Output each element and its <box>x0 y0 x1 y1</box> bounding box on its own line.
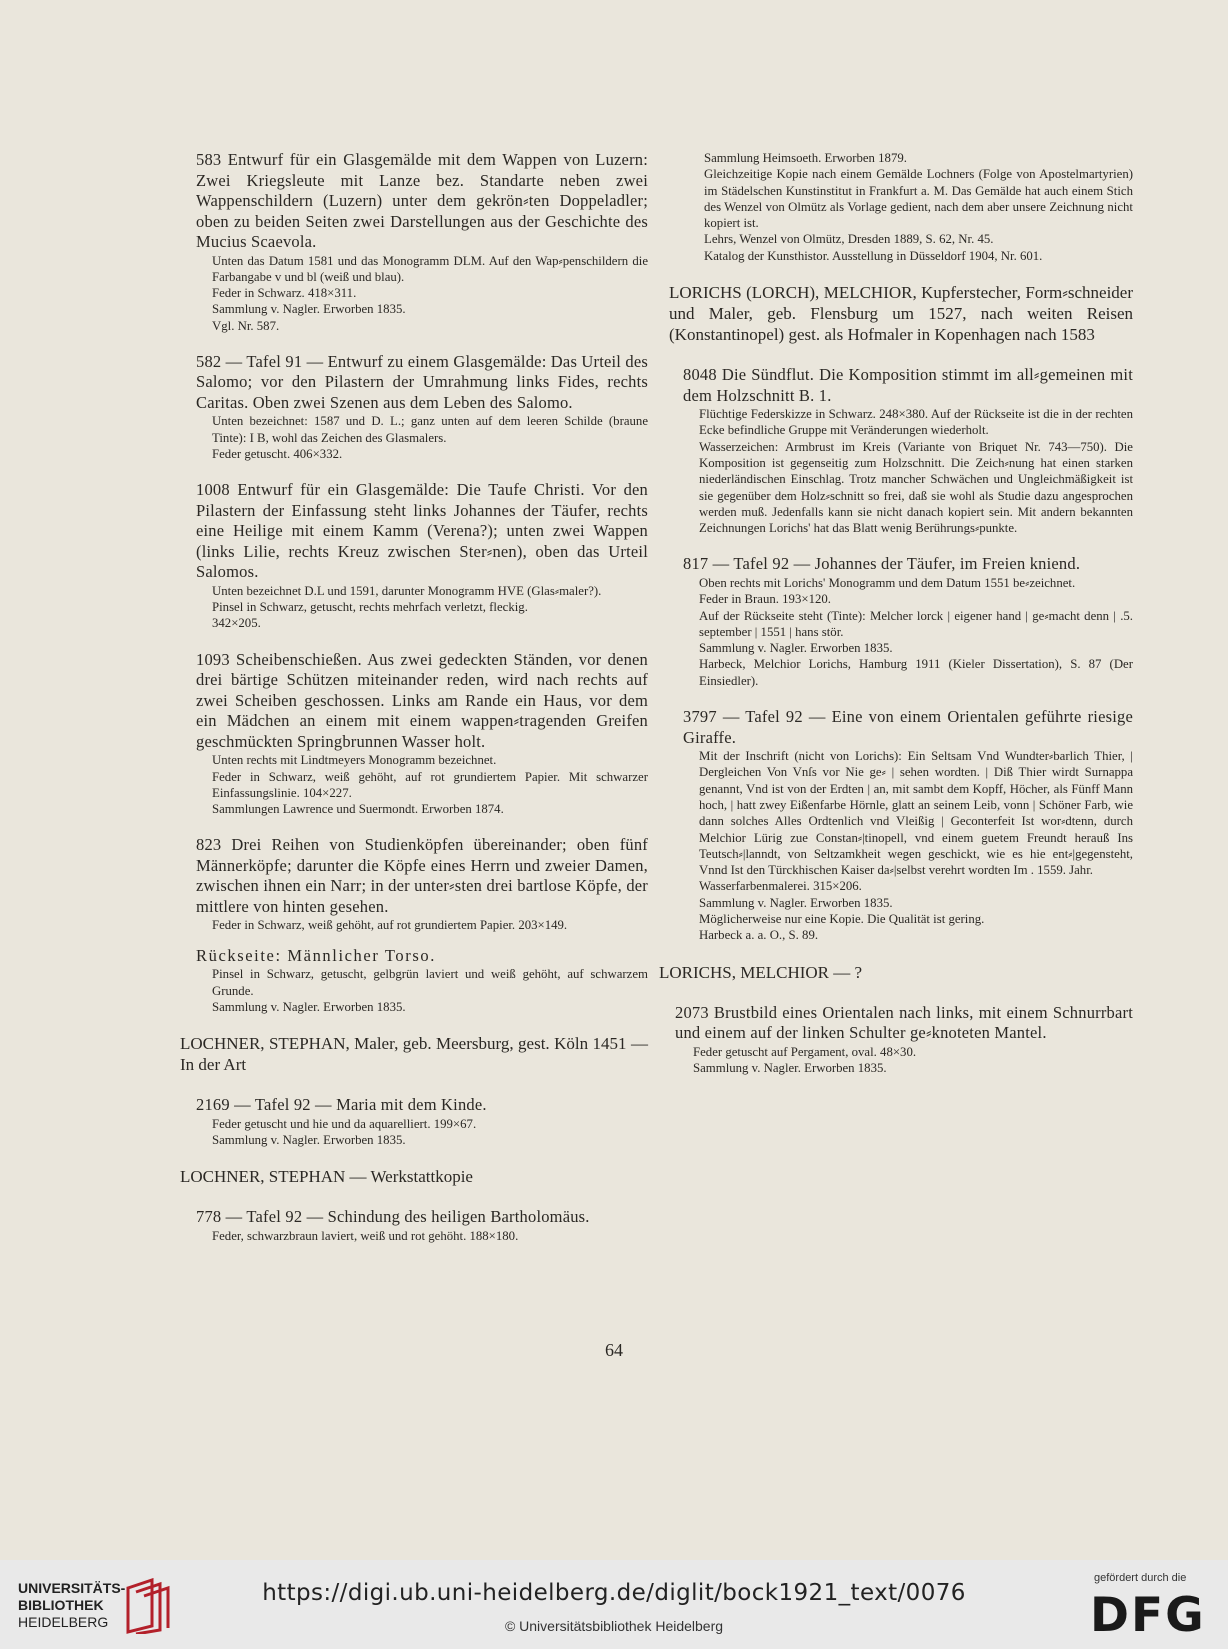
note-line: Feder in Schwarz. 418×311. <box>212 286 357 301</box>
note-line: Pinsel in Schwarz, getuscht, rechts mehrfach verletzt, fleckig. <box>212 600 528 615</box>
entry-heading: 1093 Scheibenschießen. Aus zwei gedeckten Ständen, vor denen drei bärtige Schützen miteinander reden, wird nach rechts auf zwei Scheiben geschossen. Links am Rande ein Haus, vor dem ein Mädchen an einem mit einem wappen⸗tragenden Greifen geschmückten Springbrunnen Wasser holt. <box>196 649 648 751</box>
entry-notes <box>196 1228 648 1244</box>
note-line: Wasserfarbenmalerei. 315×206. <box>699 879 862 894</box>
catalog-entry-2073 <box>669 1003 1133 1077</box>
artist-heading: LOCHNER, STEPHAN, Maler, geb. Meersburg, gest. Köln 1451 — In der Art <box>180 1034 648 1075</box>
note-line: Unten rechts mit Lindtmeyers Monogramm bezeichnet. <box>212 753 497 768</box>
note-line: Auf der Rückseite steht (Tinte): Melcher lorck | eigener hand | ge⸗macht denn | .5. september | 1551 | hans stör. <box>699 608 1133 639</box>
note-line: Harbeck, Melchior Lorichs, Hamburg 1911 (Kieler Dissertation), S. 87 (Der Einsiedler). <box>699 657 1133 688</box>
entry-heading: 817 — Tafel 92 — Johannes der Täufer, im Freien kniend. <box>683 554 1081 574</box>
note-line: Feder in Schwarz, weiß gehöht, auf rot grundiertem Papier. Mit schwarzer Einfassungslinie. 104×227. <box>212 769 648 800</box>
entry-notes <box>669 1044 1133 1077</box>
note-line: Feder getuscht auf Pergament, oval. 48×30. <box>693 1044 917 1059</box>
catalog-entry-817 <box>669 554 1133 689</box>
artist-heading: LOCHNER, STEPHAN — Werkstattkopie <box>180 1167 473 1187</box>
entry-notes <box>196 253 648 334</box>
note-line: Feder getuscht und hie und da aquarelliert. 199×67. <box>212 1116 477 1131</box>
note-line: Unten das Datum 1581 und das Monogramm DLM. Auf den Wap⸗penschildern die Farbangabe v und bl (weiß und blau). <box>212 253 648 284</box>
footer-bar <box>0 1560 1228 1649</box>
note-line: Sammlung Heimsoeth. Erworben 1879. <box>704 151 907 165</box>
note-line: Feder in Schwarz, weiß gehöht, auf rot grundiertem Papier. 203×149. <box>212 918 568 933</box>
dfg-logo[interactable]: DFG <box>1090 1588 1206 1643</box>
right-column <box>659 150 1133 1094</box>
page-number: 64 <box>605 1340 623 1360</box>
catalog-entry-continued <box>669 150 1133 264</box>
catalog-entry-778 <box>196 1207 648 1244</box>
note-line: Sammlung v. Nagler. Erworben 1835. <box>699 641 893 656</box>
note-line: Wasserzeichen: Armbrust im Kreis (Variante von Briquet Nr. 743—750). Die Komposition ist gegenseitig zum Holzschnitt. Die Zeich⸗nung hat einen starken niederländischen Einschlag. Trotz mancher Schwächen und Ungleichmäßigkeit ist sie gegenüber dem Holz⸗schnitt so frei, daß sie wohl als Studie dazu angesprochen werden muß. Jedenfalls kann sie nicht danach kopiert sein. Mit andern bekannten Zeichnungen Lorichs' hat das Blatt wenig Berührungs⸗punkte. <box>699 439 1133 536</box>
copyright-text: © Universitätsbibliothek Heidelberg <box>504 1618 724 1634</box>
catalog-entry-8048 <box>669 365 1133 536</box>
entry-notes <box>196 752 648 817</box>
catalog-entry-2169 <box>196 1095 648 1148</box>
note-line: Gleichzeitige Kopie nach einem Gemälde Lochners (Folge von Apostelmartyrien) im Städelschen Kunstinstitut in Frankfurt a. M. Das Gemälde hat auch einem Stich des Wenzel von Olmütz als Vorlage gedient, nach dem aber unsere Zeichnung nicht kopiert ist. <box>704 167 1133 231</box>
artist-heading: LORICHS, MELCHIOR — ? <box>659 962 863 982</box>
entry-notes <box>196 1116 648 1149</box>
entry-heading: 1008 Entwurf für ein Glasgemälde: Die Taufe Christi. Vor den Pilastern der Einfassung steht links Johannes der Täufer, rechts eine Heilige mit einem Kamm (Verena?); unten zwei Wappen (links Lilie, rechts Kreuz zwischen Ster⸗nen), oben das Urteil Salomos. <box>196 480 648 582</box>
catalog-entry-823 <box>196 835 648 1015</box>
logo-line: HEIDELBERG <box>18 1614 109 1630</box>
note-line: Sammlung v. Nagler. Erworben 1835. <box>693 1060 887 1075</box>
reverse-side-heading: Rückseite: Männlicher Torso. <box>196 945 436 965</box>
entry-notes <box>196 917 648 933</box>
entry-notes <box>669 150 1133 264</box>
logo-line: UNIVERSITÄTS- <box>18 1580 126 1596</box>
entry-heading: 2073 Brustbild eines Orientalen nach links, mit einem Schnurrbart und einem auf der linken Schulter ge⸗knoteten Mantel. <box>675 1002 1133 1043</box>
entry-heading: 582 — Tafel 91 — Entwurf zu einem Glasgemälde: Das Urteil des Salomo; vor den Pilastern der Umrahmung links Fides, rechts Caritas. Oben zwei Szenen aus dem Leben des Salomo. <box>196 351 648 412</box>
entry-heading: 3797 — Tafel 92 — Eine von einem Orientalen geführte riesige Giraffe. <box>683 707 1133 747</box>
entry-notes <box>669 575 1133 689</box>
note-line: Sammlung v. Nagler. Erworben 1835. <box>212 999 406 1014</box>
note-line: Sammlung v. Nagler. Erworben 1835. <box>212 1132 406 1147</box>
entry-heading: 583 Entwurf für ein Glasgemälde mit dem Wappen von Luzern: Zwei Kriegsleute mit Lanze bez. Standarte neben zwei Wappenschildern (Luzern) unter dem gekrön⸗ten Doppeladler; oben zu beiden Seiten zwei Darstellungen aus der Geschichte des Mucius Scaevola. <box>196 150 648 251</box>
entry-heading: 823 Drei Reihen von Studienköpfen übereinander; oben fünf Männerköpfe; darunter die Köpfe eines Herrn und zweier Damen, zwischen ihnen ein Narr; in der unter⸗sten drei bartlose Köpfe, der mittlere von hinten gesehen. <box>196 835 648 916</box>
entry-notes <box>669 748 1133 944</box>
catalog-entry-3797 <box>669 707 1133 944</box>
note-line: Unten bezeichnet D.L und 1591, darunter Monogramm HVE (Glas⸗maler?). <box>212 583 602 598</box>
entry-notes <box>196 583 648 632</box>
entry-notes <box>196 966 648 1015</box>
entry-heading: 8048 Die Sündflut. Die Komposition stimmt im all⸗gemeinen mit dem Holzschnitt B. 1. <box>683 365 1133 405</box>
note-line: Sammlung v. Nagler. Erworben 1835. <box>699 895 893 910</box>
left-column <box>180 150 648 1262</box>
note-line: Sammlungen Lawrence und Suermondt. Erworben 1874. <box>212 802 504 817</box>
note-line: Harbeck a. a. O., S. 89. <box>699 928 819 943</box>
note-line: Lehrs, Wenzel von Olmütz, Dresden 1889, S. 62, Nr. 45. <box>704 232 994 247</box>
entry-heading: 2169 — Tafel 92 — Maria mit dem Kinde. <box>196 1095 487 1115</box>
catalog-entry-1008 <box>196 480 648 631</box>
note-line: Mit der Inschrift (nicht von Lorichs): Ein Seltsam Vnd Wundter⸗barlich Thier, | Dergleichen Von Vnſs vor Nie ge⸗ | sehen wordten. | Diß Thier wirdt Surnappa genannt, Vnd ist von der Erdten | an, mit sambt dem Kopff, Höcher, als Fünff Mann hoch, | hatt zwey Eißenfarbe Hörnle, glatt an seinem Leib, vonn | Schöner Farb, wie dann solches Alles Ordtenlich vnd Vleißig | Geconterfeit Ist wor⸗dtenn, durch Melchior Lürig zue Constan⸗|tinopell, vnd einem guetem Freundt herauß Ins Teutsch⸗|lanndt, von Seltzamkheit wegen geschickt, wie es hie ent⸗|gegensteht, Vnnd Ist den Türckhischen Kaiser da⸗|selbst verehrt wordten Im . 1559. Jahr. <box>699 749 1133 878</box>
note-line: Flüchtige Federskizze in Schwarz. 248×380. Auf der Rückseite ist die in der rechten Ecke befindliche Gruppe mit Veränderungen wiederholt. <box>699 407 1133 438</box>
note-line: Katalog der Kunsthistor. Ausstellung in Düsseldorf 1904, Nr. 601. <box>704 248 1043 263</box>
note-line: Feder, schwarzbraun laviert, weiß und rot gehöht. 188×180. <box>212 1228 519 1243</box>
note-line: Feder getuscht. 406×332. <box>212 447 343 462</box>
entry-heading: 778 — Tafel 92 — Schindung des heiligen Bartholomäus. <box>196 1207 590 1227</box>
entry-notes <box>669 406 1133 536</box>
logo-line: BIBLIOTHEK <box>18 1597 104 1613</box>
note-line: Vgl. Nr. 587. <box>212 318 280 333</box>
catalog-entry-583 <box>196 150 648 334</box>
artist-heading: LORICHS (LORCH), MELCHIOR, Kupferstecher, Form⸗schneider und Maler, geb. Flensburg um 1527, nach weiten Reisen (Konstantinopel) gest. als Hofmaler in Kopenhagen nach 1583 <box>669 283 1133 345</box>
catalog-entry-1093 <box>196 650 648 818</box>
note-line: Feder in Braun. 193×120. <box>699 592 831 607</box>
note-line: Sammlung v. Nagler. Erworben 1835. <box>212 302 406 317</box>
note-line: Möglicherweise nur eine Kopie. Die Qualität ist gering. <box>699 912 985 926</box>
permalink-url[interactable]: https://digi.ub.uni-heidelberg.de/diglit/bock1921_text/0076 <box>262 1580 966 1606</box>
note-line: Pinsel in Schwarz, getuscht, gelbgrün laviert und weiß gehöht, auf schwarzem Grunde. <box>212 967 648 998</box>
note-line: Oben rechts mit Lorichs' Monogramm und dem Datum 1551 be⸗zeichnet. <box>699 575 1076 590</box>
note-line: Unten bezeichnet: 1587 und D. L.; ganz unten auf dem leeren Schilde (braune Tinte): I B, wohl das Zeichen des Glasmalers. <box>212 414 648 445</box>
entry-notes <box>196 413 648 462</box>
note-line: 342×205. <box>212 616 261 631</box>
catalog-entry-582 <box>196 352 648 462</box>
funding-label: gefördert durch die <box>1094 1572 1187 1584</box>
